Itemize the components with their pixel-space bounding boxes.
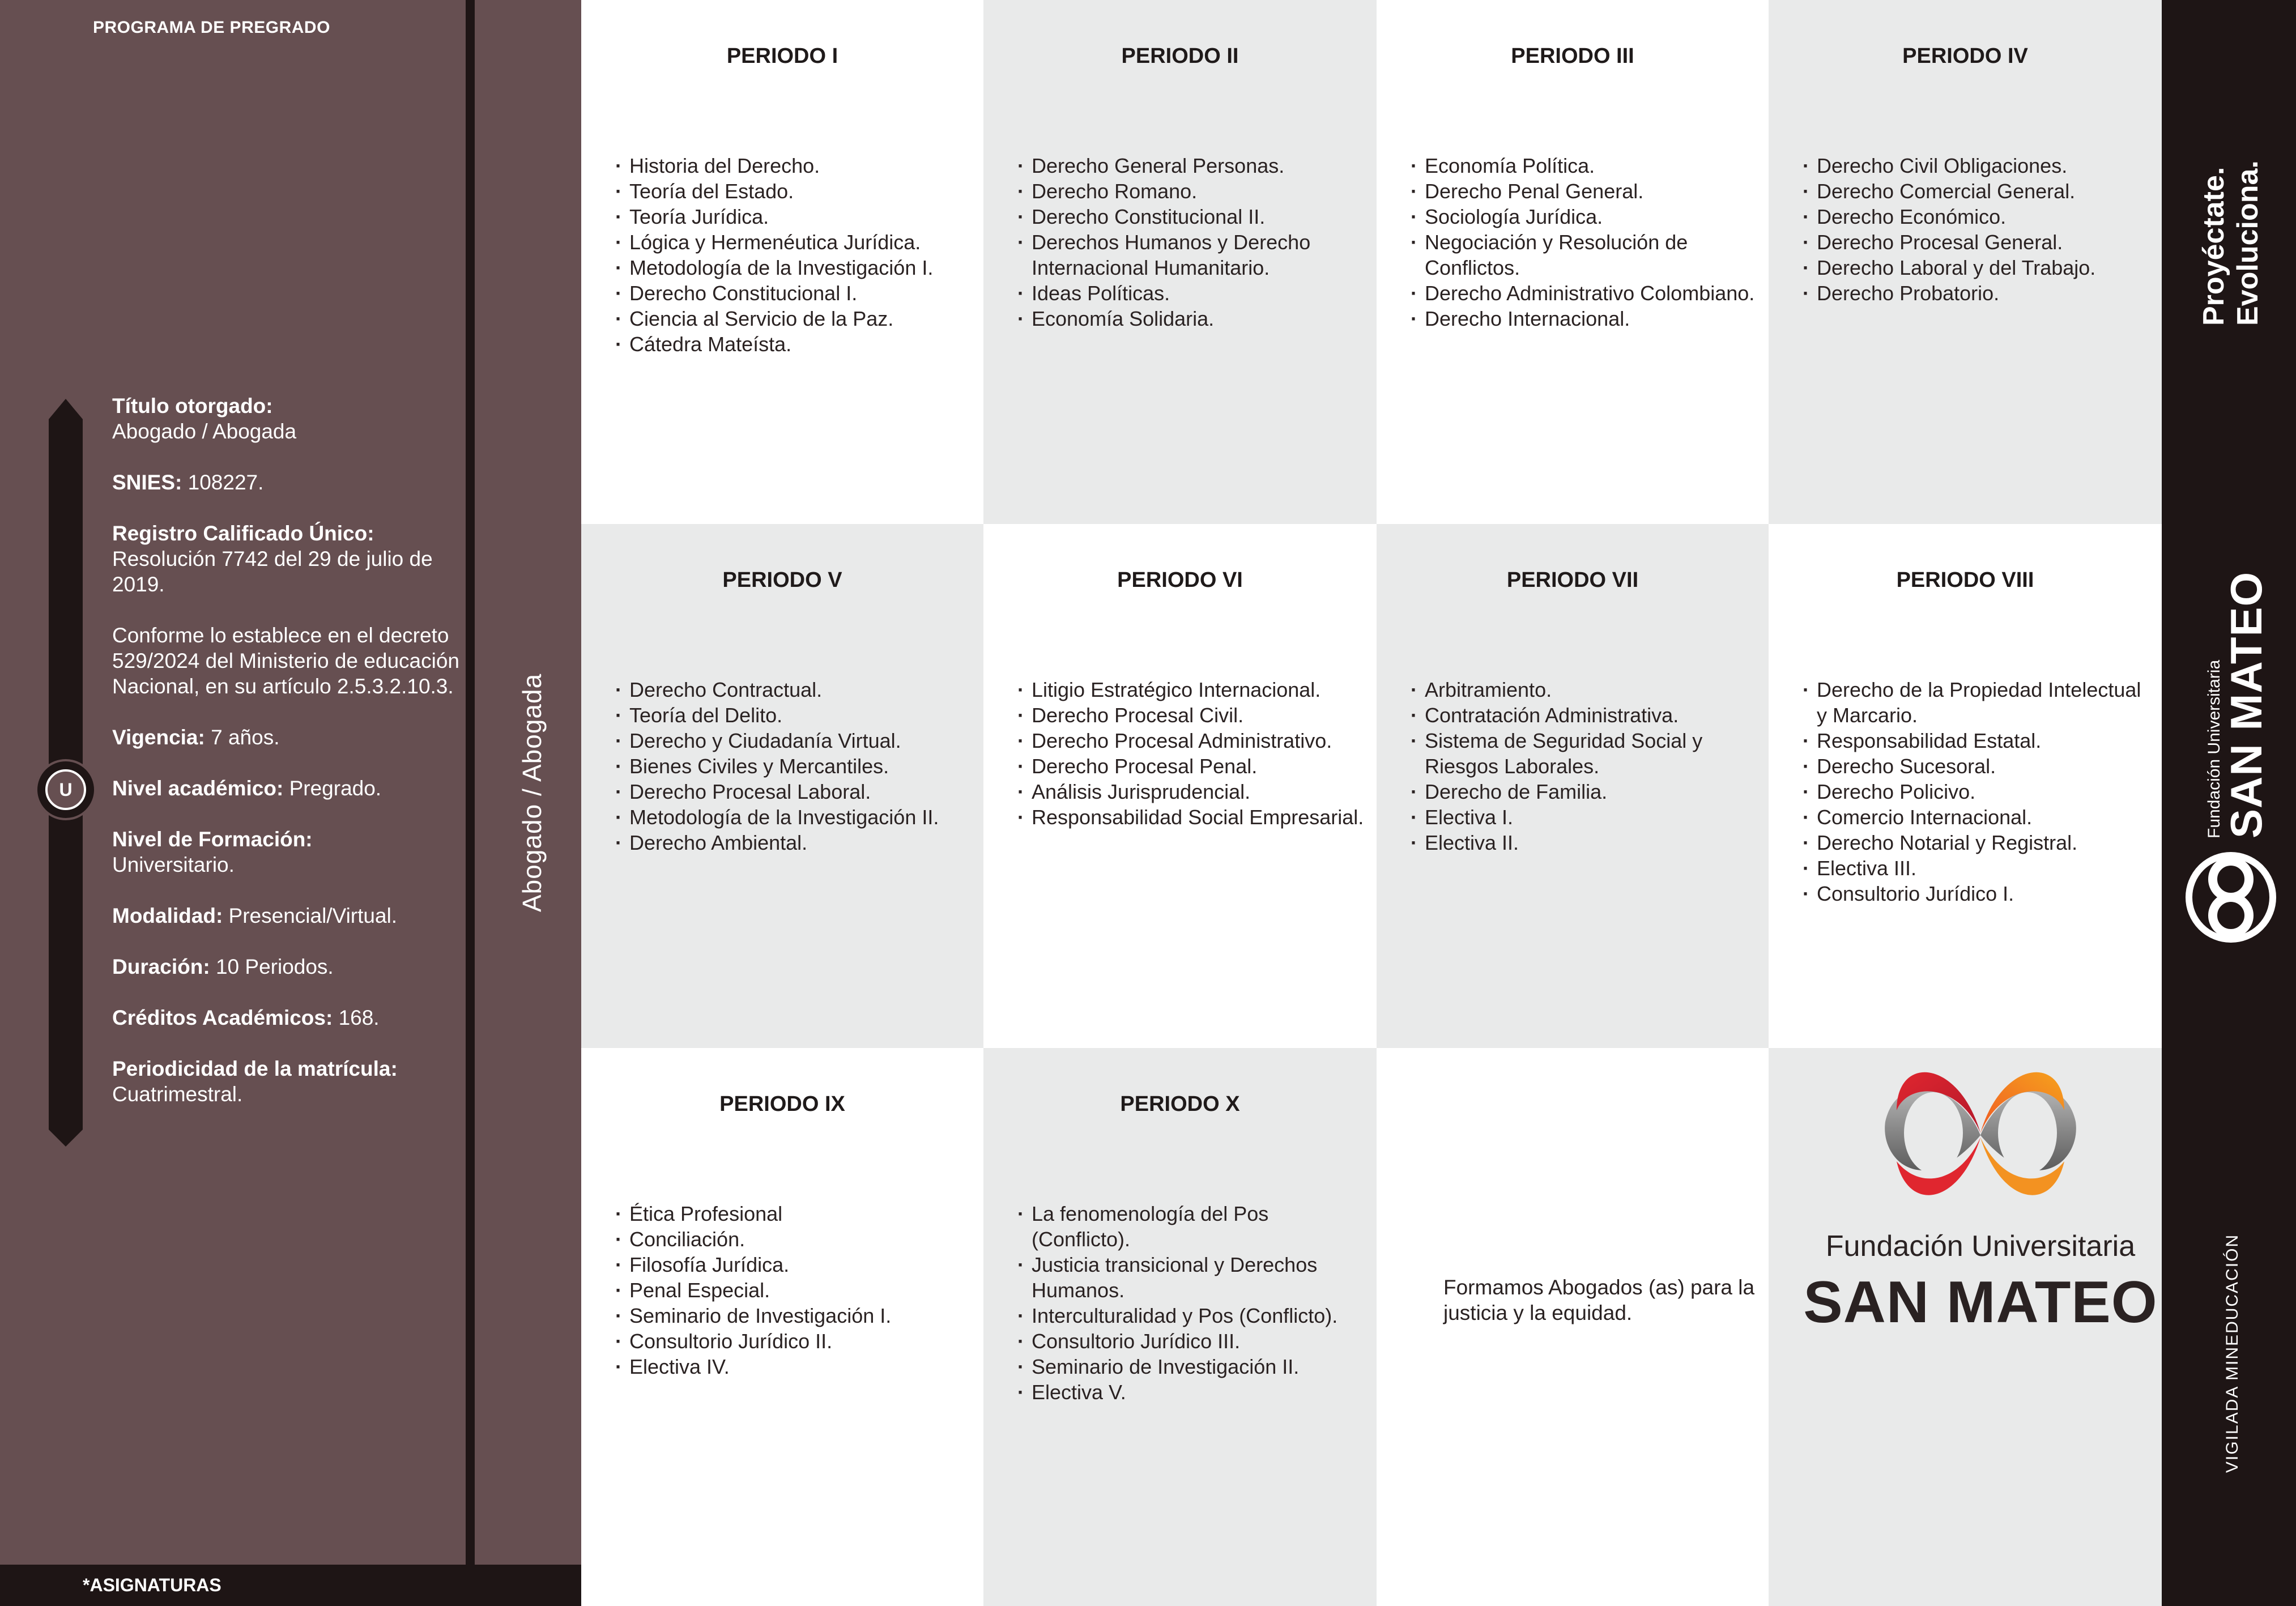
period-cell: [983, 524, 1377, 1048]
course-item: · Lógica y Hermenéutica Jurídica.: [615, 229, 972, 255]
course-item: · Ciencia al Servicio de la Paz.: [615, 306, 972, 331]
info-item: [112, 393, 463, 444]
tagline-line-1: Proyéctate.: [2197, 167, 2230, 326]
period-title: PERIODO VI: [1117, 568, 1243, 592]
course-item: · Derecho Comercial General.: [1803, 178, 2150, 204]
info-value: Pregrado.: [289, 777, 382, 800]
course-item: · Seminario de Investigación I.: [615, 1303, 972, 1328]
period-title: PERIODO III: [1511, 44, 1634, 68]
course-item: · Economía Política.: [1411, 153, 1757, 178]
course-item: · Teoría del Delito.: [615, 702, 972, 728]
info-label: Periodicidad de la matrícula:: [112, 1057, 398, 1080]
period-title: PERIODO IV: [1902, 44, 2028, 68]
logo-subtitle: Fundación Universitaria: [1825, 1230, 2136, 1263]
info-label: Vigencia:: [112, 726, 205, 749]
period-title: PERIODO V: [722, 568, 842, 592]
course-item: · Electiva V.: [1017, 1379, 1365, 1405]
course-item: · Derecho Constitucional I.: [615, 280, 972, 306]
info-label: SNIES:: [112, 471, 182, 494]
course-item: · Ideas Políticas.: [1017, 280, 1365, 306]
info-value: 7 años.: [211, 726, 280, 749]
info-label: Duración:: [112, 955, 210, 978]
course-item: · Arbitramiento.: [1411, 677, 1757, 702]
slogan-cell: [1377, 1048, 1769, 1606]
course-item: · Derecho Probatorio.: [1803, 280, 2150, 306]
course-item: · Sociología Jurídica.: [1411, 204, 1757, 229]
course-item: · Contratación Administrativa.: [1411, 702, 1757, 728]
course-item: · Derecho Constitucional II.: [1017, 204, 1365, 229]
course-item: · Derecho Notarial y Registral.: [1803, 830, 2150, 855]
course-item: · Derecho Romano.: [1017, 178, 1365, 204]
timeline-arrow-icon: [49, 1130, 83, 1147]
period-cell: [1377, 0, 1769, 524]
timeline-notch: [49, 399, 83, 419]
course-item: · Teoría del Estado.: [615, 178, 972, 204]
period-cell: [1377, 524, 1769, 1048]
period-title: PERIODO IX: [719, 1092, 845, 1116]
course-item: · Derecho Laboral y del Trabajo.: [1803, 255, 2150, 280]
course-item: · Cátedra Mateísta.: [615, 331, 972, 357]
program-label: PROGRAMA DE PREGRADO: [93, 18, 330, 37]
info-value: Universitario.: [112, 853, 235, 876]
course-list: [1803, 153, 2150, 306]
info-value: 108227.: [188, 471, 264, 494]
course-list: [1017, 153, 1365, 331]
info-item: [112, 725, 463, 750]
info-item: [112, 903, 463, 928]
vigilada-label: VIGILADA MINEDUCACIÓN: [2223, 1233, 2242, 1473]
course-item: · Seminario de Investigación II.: [1017, 1354, 1365, 1379]
info-label: Créditos Académicos:: [112, 1006, 333, 1029]
tagline-line-2: Evoluciona.: [2231, 160, 2264, 326]
sidebar-brand-wordmark: SAN MATEO: [2221, 571, 2271, 838]
period-title: PERIODO VIII: [1896, 568, 2034, 592]
info-value: 10 Periodos.: [215, 955, 334, 978]
info-label: Nivel académico:: [112, 777, 284, 800]
info-label: Nivel de Formación:: [112, 828, 313, 851]
course-item: · Derecho General Personas.: [1017, 153, 1365, 178]
info-value: Presencial/Virtual.: [228, 904, 398, 927]
period-title: PERIODO I: [726, 44, 838, 68]
course-item: · Consultorio Jurídico III.: [1017, 1328, 1365, 1354]
info-label: Título otorgado:: [112, 394, 273, 418]
course-item: · Teoría Jurídica.: [615, 204, 972, 229]
period-cell: [1769, 0, 2162, 524]
course-item: · Derecho Procesal Laboral.: [615, 779, 972, 804]
course-list: [1803, 677, 2150, 906]
period-cell: [983, 0, 1377, 524]
course-item: · Bienes Civiles y Mercantiles.: [615, 753, 972, 779]
course-item: · Derecho y Ciudadanía Virtual.: [615, 728, 972, 753]
course-list: [615, 677, 972, 855]
course-item: · La fenomenología del Pos (Conflicto).: [1017, 1201, 1365, 1252]
course-item: · Derechos Humanos y Derecho Internacional Humanitario.: [1017, 229, 1365, 280]
course-item: · Interculturalidad y Pos (Conflicto).: [1017, 1303, 1365, 1328]
course-item: · Derecho Procesal Administrativo.: [1017, 728, 1365, 753]
course-list: [1017, 677, 1365, 830]
course-item: · Derecho Penal General.: [1411, 178, 1757, 204]
course-item: · Sistema de Seguridad Social y Riesgos Laborales.: [1411, 728, 1757, 779]
course-list: [1411, 153, 1757, 331]
period-cell: [983, 1048, 1377, 1606]
footer-label: *ASIGNATURAS: [83, 1575, 221, 1595]
course-item: · Derecho Sucesoral.: [1803, 753, 2150, 779]
info-item: [112, 470, 463, 495]
info-label: Registro Calificado Único:: [112, 522, 374, 545]
course-item: · Derecho Procesal General.: [1803, 229, 2150, 255]
course-item: · Responsabilidad Social Empresarial.: [1017, 804, 1365, 830]
course-item: · Derecho de Familia.: [1411, 779, 1757, 804]
course-item: · Derecho Administrativo Colombiano.: [1411, 280, 1757, 306]
course-item: · Derecho Procesal Civil.: [1017, 702, 1365, 728]
course-item: · Consultorio Jurídico II.: [615, 1328, 972, 1354]
info-value: Resolución 7742 del 29 de julio de 2019.: [112, 547, 433, 596]
course-item: · Negociación y Resolución de Conflictos.: [1411, 229, 1757, 280]
course-item: · Metodología de la Investigación II.: [615, 804, 972, 830]
info-value: 168.: [338, 1006, 380, 1029]
course-list: [1411, 677, 1757, 855]
period-cell: [581, 0, 983, 524]
sidebar-brand-subtitle: Fundación Universitaria: [2205, 659, 2223, 838]
course-item: · Historia del Derecho.: [615, 153, 972, 178]
period-title: PERIODO X: [1120, 1092, 1240, 1116]
course-item: · Justicia transicional y Derechos Humanos.: [1017, 1252, 1365, 1303]
university-badge-icon: U: [45, 769, 86, 810]
period-cell: [581, 524, 983, 1048]
info-item: [112, 827, 463, 877]
course-item: · Derecho Policivo.: [1803, 779, 2150, 804]
course-item: · Consultorio Jurídico I.: [1803, 881, 2150, 906]
course-item: · Metodología de la Investigación I.: [615, 255, 972, 280]
panel-divider: [466, 0, 475, 1565]
badge-circle: [35, 759, 96, 820]
course-item: · Filosofía Jurídica.: [615, 1252, 972, 1277]
info-item: [112, 1005, 463, 1030]
degree-vertical-title: Abogado / Abogada: [517, 673, 547, 912]
course-item: · Derecho Internacional.: [1411, 306, 1757, 331]
info-value: Abogado / Abogada: [112, 420, 297, 443]
course-list: [615, 1201, 972, 1379]
course-item: · Comercio Internacional.: [1803, 804, 2150, 830]
slogan-text: Formamos Abogados (as) para la justicia y la equidad.: [1443, 1276, 1755, 1324]
period-cell: [1769, 524, 2162, 1048]
course-item: · Ética Profesional: [615, 1201, 972, 1226]
course-item: · Derecho Civil Obligaciones.: [1803, 153, 2150, 178]
info-item: [112, 623, 463, 699]
course-item: · Electiva IV.: [615, 1354, 972, 1379]
course-item: · Litigio Estratégico Internacional.: [1017, 677, 1365, 702]
logo-wordmark: SAN MATEO: [1803, 1270, 2158, 1335]
course-item: · Derecho Procesal Penal.: [1017, 753, 1365, 779]
info-label: Modalidad:: [112, 904, 223, 927]
info-value: Conforme lo establece en el decreto 529/2024 del Ministerio de educación Nacional, en su artículo 2.5.3.2.10.3.: [112, 624, 459, 698]
course-item: · Derecho Contractual.: [615, 677, 972, 702]
course-item: · Análisis Jurisprudencial.: [1017, 779, 1365, 804]
info-item: [112, 776, 463, 801]
course-list: [615, 153, 972, 357]
program-info-list: [112, 393, 463, 1132]
san-mateo-logo-icon: [1874, 1048, 2087, 1222]
course-item: · Penal Especial.: [615, 1277, 972, 1303]
course-item: · Derecho de la Propiedad Intelectual y Marcario.: [1803, 677, 2150, 728]
period-cell: [581, 1048, 983, 1606]
course-item: · Conciliación.: [615, 1226, 972, 1252]
course-list: [1017, 1201, 1365, 1405]
course-item: · Economía Solidaria.: [1017, 306, 1365, 331]
info-item: [112, 954, 463, 979]
course-item: · Electiva I.: [1411, 804, 1757, 830]
period-title: PERIODO II: [1121, 44, 1239, 68]
main-logo: [1769, 1048, 2192, 1422]
sidebar-logo-icon: [2186, 852, 2276, 943]
info-item: [112, 1056, 463, 1107]
course-item: · Electiva II.: [1411, 830, 1757, 855]
info-value: Cuatrimestral.: [112, 1083, 243, 1106]
course-item: · Responsabilidad Estatal.: [1803, 728, 2150, 753]
period-title: PERIODO VII: [1506, 568, 1639, 592]
course-item: · Derecho Económico.: [1803, 204, 2150, 229]
course-item: · Electiva III.: [1803, 855, 2150, 881]
course-item: · Derecho Ambiental.: [615, 830, 972, 855]
info-item: [112, 521, 463, 597]
